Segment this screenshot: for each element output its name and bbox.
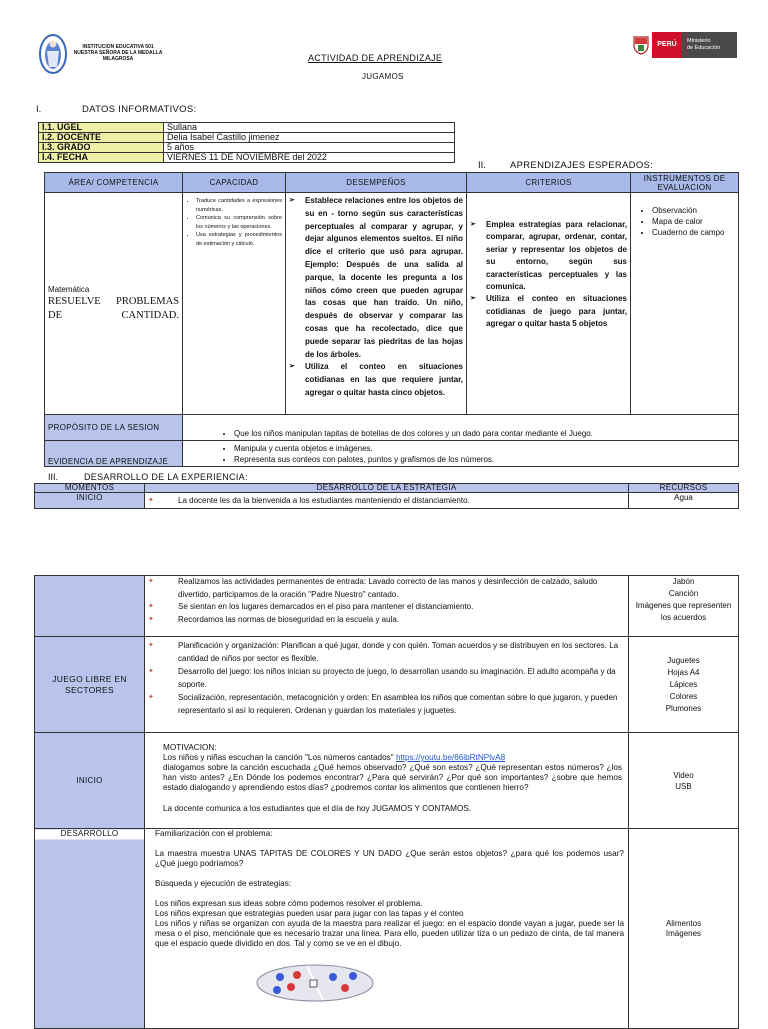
- proposito-row: [45, 415, 739, 441]
- desarrollo-recursos: [629, 829, 739, 1029]
- recurso-item: Lápices: [669, 679, 698, 689]
- section-3-number: III.: [48, 472, 59, 482]
- info-value: 5 años: [164, 143, 455, 153]
- desempeno-text: Utiliza el conteo en situaciones cotidianas en las que requiere juntar, agregar o quitar hasta cinco objetos.: [305, 362, 463, 397]
- juego-text: Desarrollo del juego: los niños inician su proyecto de juego, lo desarrollan usando su imaginación. El adulto acompaña y da soporte.: [178, 667, 616, 689]
- learning-content-row: [45, 193, 739, 415]
- info-value: Delia Isabel Castillo jimenez: [164, 133, 455, 143]
- inicio-item: [148, 496, 625, 505]
- juego-cell: [145, 637, 629, 733]
- info-value: Sullana: [164, 123, 455, 133]
- bullet-icon: ✦: [148, 694, 154, 701]
- bullet-icon: ✦: [148, 642, 154, 649]
- bullet-icon: ✦: [148, 668, 154, 675]
- header-recursos: RECURSOS: [629, 484, 739, 493]
- motivacion-text-1: Los niños y niñas escuchan la canción "Los números cantados": [163, 753, 394, 762]
- activity-item: [148, 614, 625, 627]
- school-logo: [38, 33, 68, 75]
- learning-header-row: [45, 173, 739, 193]
- recurso-item: Juguetes: [667, 655, 700, 665]
- section-2-title: APRENDIZAJES ESPERADOS:: [510, 160, 654, 171]
- info-row: [39, 143, 455, 153]
- experience-header-row: [35, 484, 739, 493]
- criterio-text: Emplea estrategias para relacionar, comparar, agrupar, ordenar, contar, seriar y representar los objetos de su entorno, según sus características perceptuales y las comunica.: [486, 220, 627, 292]
- evidencia-item: • Manipula y cuenta objetos e imágenes.: [234, 443, 735, 454]
- evidencia-item: • Representa sus conteos con palotes, puntos y grafismos de los números.: [234, 454, 735, 465]
- desempeno-item: [289, 195, 463, 361]
- header-instrumentos: INSTRUMENTOS DE EVALUACION: [631, 173, 739, 193]
- proposito-text: • Que los niños manipulan tapitas de botellas de dos colores y un dado para contar mediante el Juego.: [234, 429, 735, 438]
- header-desempenos: DESEMPEÑOS: [286, 173, 467, 193]
- area-name: Matemática: [48, 284, 90, 294]
- page-title: ACTIVIDAD DE APRENDIZAJE: [308, 53, 443, 63]
- bullet-icon: ✦: [148, 497, 154, 504]
- momento-inicio: INICIO: [35, 493, 145, 509]
- section-2-number: II.: [478, 160, 486, 171]
- desarrollo-p1: Familiarización con el problema:: [155, 829, 273, 838]
- permanent-activities-row: [35, 576, 739, 637]
- desempeno-item: [289, 361, 463, 399]
- game-illustration: [255, 963, 375, 1003]
- recurso-item: Imágenes que representen los acuerdos: [635, 601, 732, 622]
- ministry-line-2: de Educación: [687, 45, 721, 51]
- header-capacidad: CAPACIDAD: [183, 173, 286, 193]
- juego-item: [148, 691, 625, 717]
- capacidad-item: • Comunica su comprensión sobre los números y las operaciones.: [196, 214, 282, 231]
- ministry-badge: [682, 32, 737, 58]
- info-key: I.3. GRADO: [39, 143, 164, 153]
- desarrollo-p4: Los niños expresan sus ideas sobre cómo podemos resolver el problema.: [155, 899, 423, 908]
- competencia: RESUELVE PROBLEMAS DE CANTIDAD.: [48, 295, 179, 321]
- momento-empty: [35, 576, 145, 637]
- juego-text: Planificación y organización: Planifican a qué jugar, donde y con quién. Toman acuerdos y se distribuyen en los sectores. La cantidad de niños por sector es flexible.: [178, 641, 619, 663]
- inicio-text: La docente les da la bienvenida a los estudiantes manteniendo el distanciamiento.: [178, 496, 470, 505]
- arrow-bullet-icon: ➢: [289, 363, 295, 371]
- desarrollo-p2: La maestra muestra UNAS TAPITAS DE COLORES Y UN DADO ¿Que serán estos objetos? ¿para qué los podemos usar? ¿Qué juego podríamos?: [155, 849, 624, 868]
- school-line-1: INSTITUCION EDUCATIVA 501: [82, 44, 154, 50]
- motivacion-recursos: [629, 733, 739, 829]
- momento-inicio-2: INICIO: [35, 733, 145, 829]
- motivacion-cell: [145, 733, 629, 829]
- inicio-cell: [145, 493, 629, 509]
- info-key: I.1. UGEL: [39, 123, 164, 133]
- experience-inicio-row: [35, 493, 739, 509]
- juego-row: [35, 637, 739, 733]
- experience-table-continued: [34, 575, 739, 1029]
- activity-text: Se sientan en los lugares demarcados en el piso para mantener el distanciamiento.: [178, 602, 474, 611]
- info-value: VIERNES 11 DE NOVIEMBRE del 2022: [164, 153, 455, 163]
- instrumento-item: • Cuaderno de campo: [652, 227, 735, 238]
- section-3-title: DESARROLLO DE LA EXPERIENCIA:: [84, 472, 248, 482]
- info-row: [39, 133, 455, 143]
- area-cell: [45, 193, 183, 415]
- arrow-bullet-icon: ➢: [470, 295, 476, 303]
- info-key: I.2. DOCENTE: [39, 133, 164, 143]
- activity-item: [148, 576, 625, 601]
- school-line-3: MILAGROSA: [102, 56, 134, 62]
- recurso-item: Imágenes: [665, 928, 702, 938]
- arrow-bullet-icon: ➢: [289, 197, 295, 204]
- permanent-cell: [145, 576, 629, 637]
- inicio-recurso: Agua: [629, 493, 739, 509]
- juego-text: Socialización, representación, metacognición y orden: En asamblea los niños que comentan sobre lo que jugaron, y pueden representarlo si así lo requieren. Ordenan y guardan los materiales y juguetes.: [178, 693, 618, 715]
- peru-shield-icon: [632, 35, 650, 55]
- recurso-item: Colores: [669, 691, 698, 701]
- song-link[interactable]: https://youtu.be/66ibRtNPlvA8: [395, 753, 506, 762]
- info-table: [38, 122, 455, 163]
- motivacion-title: MOTIVACION:: [163, 743, 217, 752]
- header-momentos: MOMENTOS: [35, 484, 145, 493]
- criterios-cell: [467, 193, 631, 415]
- ministry-line-1: Ministerio: [687, 38, 711, 44]
- school-name: [68, 44, 168, 62]
- recurso-item: USB: [675, 781, 692, 791]
- desarrollo-p3: Búsqueda y ejecución de estrategias:: [155, 879, 292, 888]
- capacidad-item: • Traduce cantidades a expresiones numéricas.: [196, 197, 282, 214]
- motivacion-text-3: La docente comunica a los estudiantes que el día de hoy JUGAMOS Y CONTAMOS.: [163, 804, 472, 813]
- recurso-item: Hojas A4: [667, 667, 700, 677]
- info-key: I.4. FECHA: [39, 153, 164, 163]
- recurso-item: Alimentos: [665, 918, 702, 928]
- criterio-item: [470, 219, 627, 293]
- proposito-label: PROPÓSITO DE LA SESION: [45, 415, 183, 441]
- header-area: ÁREA/ COMPETENCIA: [45, 173, 183, 193]
- juego-recursos: [629, 637, 739, 733]
- instrumento-item: • Observación: [652, 205, 735, 216]
- permanent-recursos: [629, 576, 739, 637]
- criterio-item: [470, 293, 627, 330]
- activity-item: [148, 601, 625, 614]
- evidencia-label: EVIDENCIA DE APRENDIZAJE: [45, 441, 183, 467]
- header-desarrollo: DESARROLLO DE LA ESTRATEGIA: [145, 484, 629, 493]
- desempeno-text: Establece relaciones entre los objetos de su en - torno según sus características perceptuales al comparar y agrupar, y dejar algunos elementos sueltos. El niño dice el criterio que usó para agrupar. Ejemplo: Después de una salida al parque, la docente les pregunta a los niños cómo creen que pueden agrupar las cosas que han traído. Un niño, después de observar y comparar las cosas que ha recolectado, dice que puede separar las piedritas de las hojas de los árboles.: [305, 196, 463, 359]
- learning-table: [44, 172, 739, 467]
- recurso-item: Video: [673, 770, 694, 780]
- experience-table: [34, 483, 739, 509]
- motivacion-row: [35, 733, 739, 829]
- activity-text: Realizamos las actividades permanentes de entrada: Lavado correcto de las manos y desinfección de calzado, saludo divertido, participamos de la oración "Padre Nuestro" cantado.: [178, 577, 598, 599]
- bullet-icon: ✦: [148, 615, 154, 623]
- recurso-item: Jabón: [672, 577, 695, 586]
- arrow-bullet-icon: ➢: [470, 221, 476, 228]
- info-row: [39, 123, 455, 133]
- juego-item: [148, 665, 625, 691]
- evidencia-row: [45, 441, 739, 467]
- evidencia-cell: [183, 441, 739, 467]
- page-subtitle: JUGAMOS: [362, 72, 404, 81]
- instrumentos-cell: [631, 193, 739, 415]
- proposito-cell: [183, 415, 739, 441]
- peru-badge: PERÚ: [652, 32, 682, 58]
- section-1-number: I.: [36, 104, 42, 115]
- school-line-2: NUESTRA SEÑORA DE LA MEDALLA: [73, 50, 163, 56]
- motivacion-line: [163, 753, 622, 763]
- recurso-item: Canción: [668, 589, 699, 598]
- momento-juego: JUEGO LIBRE EN SECTORES: [35, 637, 145, 733]
- motivacion-text-2: dialogamos sobre la canción escuchada ¿Qué hemos observado? ¿Qué son estos? ¿Qué representan estos números? ¿los han visto antes? ¿En Dónde los podemos encontrar? ¿Para qué servirán? ¿Por qué son importantes? ¿sobre que hemos estado dialogando y aprendiendo estos días? ¿podremos contar los alimentos que contienen hierro?: [163, 763, 622, 792]
- section-1-title: DATOS INFORMATIVOS:: [82, 104, 197, 115]
- momento-desarrollo: DESARROLLO: [35, 829, 145, 1029]
- recurso-item: Plumones: [665, 703, 702, 713]
- activity-text: Recordamos las normas de bioseguridad en la escuela y aula.: [178, 614, 400, 624]
- virgin-medal-icon: [38, 33, 68, 75]
- criterio-text: Utiliza el conteo en situaciones cotidianas de juego para juntar, agregar o quitar hasta 5 objetos: [486, 294, 627, 329]
- desempenos-cell: [286, 193, 467, 415]
- capacidad-cell: [183, 193, 286, 415]
- desarrollo-p6: Los niños y niñas se organizan con ayuda de la maestra para realizar el juego: en el espacio donde vayan a jugar, puede ser la mesa o el piso, menciónale que es necesario trazar una línea. Para ello, pueden utilizar tiza o un pedazo de cinta, de tal manera que el espacio quede dividido en dos. Tal y como se ve en el dibujo.: [155, 919, 624, 948]
- bullet-icon: ✦: [148, 603, 154, 610]
- ministry-logo: [632, 32, 737, 58]
- info-row: [39, 153, 455, 163]
- instrumento-item: • Mapa de calor: [652, 216, 735, 227]
- bullet-icon: ✦: [148, 578, 154, 585]
- capacidad-item: • Usa estrategias y procedimientos de estimación y cálculo.: [196, 231, 282, 248]
- desarrollo-cell: [145, 829, 629, 1029]
- header-criterios: CRITERIOS: [467, 173, 631, 193]
- juego-item: [148, 639, 625, 665]
- desarrollo-row: [35, 829, 739, 1029]
- bottle-caps-board-icon: [255, 963, 375, 1003]
- desarrollo-p5: Los niños expresan que estrategias pueden usar para jugar con las tapas y el conteo: [155, 909, 464, 918]
